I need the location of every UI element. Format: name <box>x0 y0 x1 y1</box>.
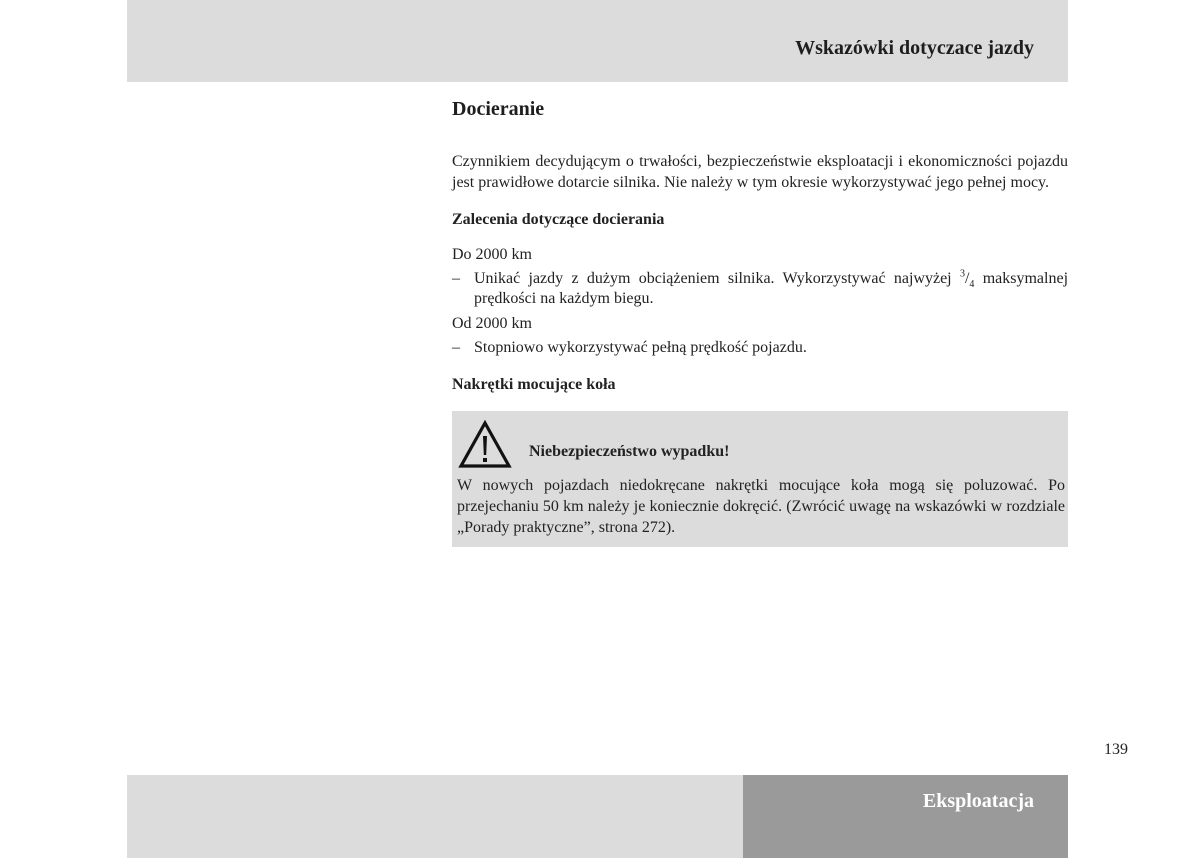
header-title: Wskazówki dotyczace jazdy <box>795 37 1034 59</box>
section-title: Docieranie <box>452 98 545 120</box>
list-item-text: Stopniowo wykorzystywać pełną prędkość pojazdu. <box>474 339 807 356</box>
list-item <box>452 338 1068 358</box>
bullet-dash: – <box>452 339 460 356</box>
warning-text: W nowych pojazdach niedokręcane nakrętki mocujące koła mogą się poluzować. Po przejechaniu 50 km należy je koniecznie dokręcić. (Zwrócić uwagę na wskazówki w rozdziale „Porady praktyczne”, strona 272). <box>457 477 1065 536</box>
recommendations-heading: Zalecenia dotyczące docierania <box>452 211 665 228</box>
range-label-over-2000: Od 2000 km <box>452 315 532 332</box>
fraction-numerator: 3 <box>959 268 965 280</box>
warning-title: Niebezpieczeństwo wypadku! <box>529 443 730 460</box>
intro-paragraph: Czynnikiem decydującym o trwałości, bezpieczeństwie eksploatacji i ekonomiczności pojazdu jest prawidłowe dotarcie silnika. Nie należy w tym okresie wykorzystywać jego pełnej mocy. <box>452 153 1068 191</box>
fraction: $^3/_4$ <box>959 268 975 291</box>
range-label-under-2000: Do 2000 km <box>452 246 532 263</box>
warning-box <box>452 411 1068 547</box>
header-band <box>127 0 1068 82</box>
bullet-dash: – <box>452 270 460 287</box>
page-number: 139 <box>1104 741 1128 758</box>
wheel-nuts-heading: Nakrętki mocujące koła <box>452 376 616 393</box>
list-item-text-part2: maksymalnej prędkości na każdym biegu. <box>474 270 1069 307</box>
list-item-text-part1: Unikać jazdy z dużym obciążeniem silnika. Wykorzystywać najwyżej <box>474 270 952 287</box>
chapter-tab <box>743 775 1068 858</box>
chapter-label: Eksploatacja <box>922 790 1034 812</box>
main-content <box>452 95 1068 395</box>
list-item <box>452 269 1068 309</box>
fraction-denominator: 4 <box>969 279 975 291</box>
warning-triangle-icon <box>458 420 512 470</box>
